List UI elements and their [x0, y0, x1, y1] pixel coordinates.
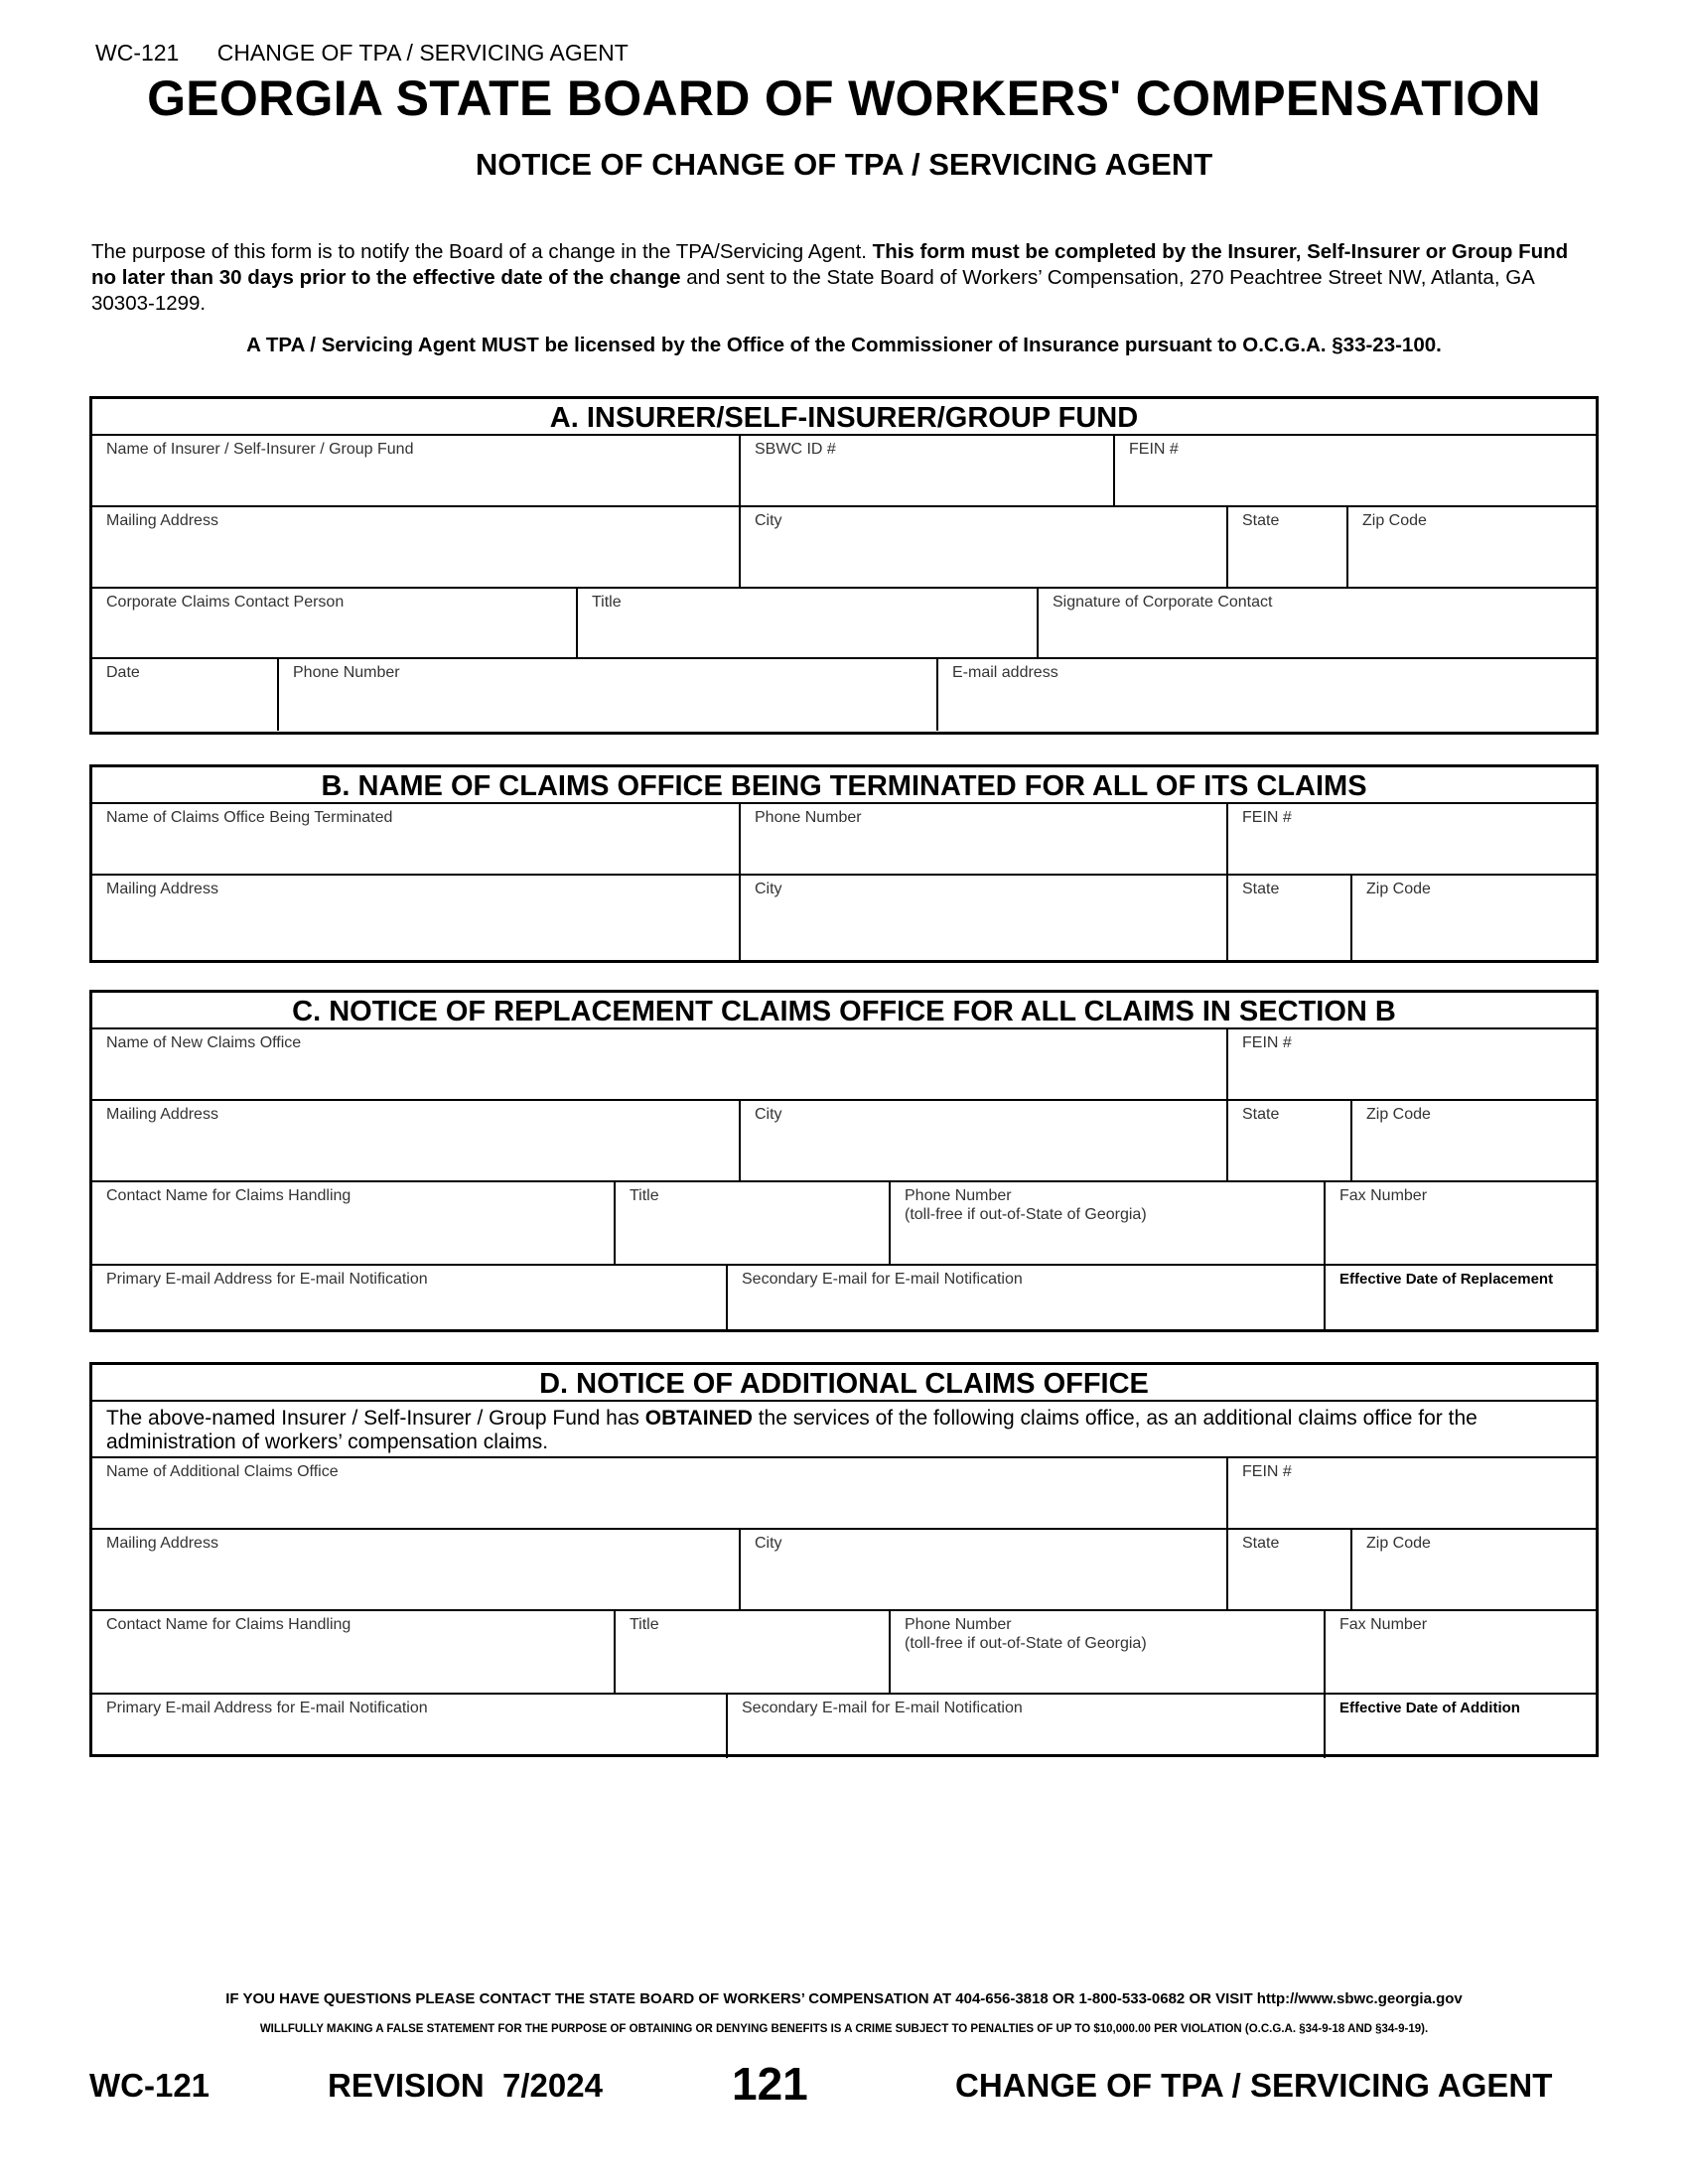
label-mailing-d: Mailing Address — [106, 1535, 218, 1552]
footer-form-name: CHANGE OF TPA / SERVICING AGENT — [955, 2067, 1553, 2104]
label-zip-d: Zip Code — [1366, 1535, 1431, 1552]
form-name: CHANGE OF TPA / SERVICING AGENT — [216, 40, 629, 66]
note-text-a: The above-named Insurer / Self-Insurer / Group Fund has — [106, 1407, 645, 1430]
label-phone-d: Phone Number — [905, 1616, 1012, 1633]
field-state-c[interactable] — [1228, 1101, 1352, 1180]
label-email1-d: Primary E-mail Address for E-mail Notification — [106, 1700, 428, 1716]
section-d-title: D. NOTICE OF ADDITIONAL CLAIMS OFFICE — [92, 1365, 1596, 1402]
field-fein-b[interactable] — [1228, 804, 1596, 874]
label-email2-d: Secondary E-mail for E-mail Notification — [742, 1700, 1023, 1716]
note-text-bold: OBTAINED — [644, 1407, 753, 1430]
label-effective-addition: Effective Date of Addition — [1339, 1700, 1520, 1716]
note-text-c: the services of the following claims office, as an additional claims office for the administration of workers’ compensation claims. — [106, 1407, 1477, 1453]
field-zip-a[interactable] — [1348, 507, 1596, 587]
field-zip-d[interactable] — [1352, 1530, 1596, 1609]
section-a — [89, 396, 1599, 735]
field-contact-c[interactable] — [92, 1182, 616, 1264]
field-fein-a[interactable] — [1115, 436, 1596, 505]
label-fein-d: FEIN # — [1242, 1463, 1292, 1480]
label-email2-c: Secondary E-mail for E-mail Notification — [742, 1271, 1023, 1288]
label-state-d: State — [1242, 1535, 1280, 1552]
field-state-b[interactable] — [1228, 876, 1352, 960]
field-additional-office-name[interactable] — [92, 1458, 1228, 1528]
label-email-a: E-mail address — [952, 664, 1058, 681]
license-notice: A TPA / Servicing Agent MUST be licensed by the Office of the Commissioner of Insurance pursuant to O.C.G.A. §33-23-100. — [246, 334, 1442, 356]
label-title-a: Title — [592, 594, 622, 611]
label-fax-d: Fax Number — [1339, 1616, 1428, 1633]
intro-paragraph — [91, 239, 1581, 317]
section-b-title: B. NAME OF CLAIMS OFFICE BEING TERMINATED FOR ALL OF ITS CLAIMS — [92, 767, 1596, 804]
label-new-office-name: Name of New Claims Office — [106, 1034, 302, 1051]
footer-form-code: WC-121 — [89, 2067, 211, 2104]
label-zip-b: Zip Code — [1366, 881, 1431, 897]
label-title-d: Title — [630, 1616, 659, 1633]
field-phone-d[interactable] — [891, 1611, 1326, 1693]
label-fein-b: FEIN # — [1242, 809, 1292, 826]
label-mailing-b: Mailing Address — [106, 881, 218, 897]
label-mailing-a: Mailing Address — [106, 512, 218, 529]
label-city-c: City — [755, 1106, 782, 1123]
footer-warning: WILLFULLY MAKING A FALSE STATEMENT FOR THE PURPOSE OF OBTAINING OR DENYING BENEFITS IS A CRIME SUBJECT TO PENALTIES OF UP TO $10,000.00 PER VIOLATION (O.C.G.A. §34-9-18 AND §34-9-19). — [259, 2023, 1429, 2035]
label-city-b: City — [755, 881, 782, 897]
label-fein-a: FEIN # — [1129, 441, 1179, 458]
section-c-title: C. NOTICE OF REPLACEMENT CLAIMS OFFICE FOR ALL CLAIMS IN SECTION B — [92, 993, 1596, 1029]
footer-questions: IF YOU HAVE QUESTIONS PLEASE CONTACT THE STATE BOARD OF WORKERS’ COMPENSATION AT 404-656-3818 OR 1-800-533-0682 OR VISIT http://www.sbwc.georgia.gov — [225, 1990, 1463, 2007]
label-phone-a: Phone Number — [293, 664, 400, 681]
field-signature[interactable] — [1039, 589, 1596, 657]
form-header-code — [95, 40, 629, 67]
field-zip-c[interactable] — [1352, 1101, 1596, 1180]
footer-revision: REVISION 7/2024 — [328, 2067, 603, 2104]
form-code: WC-121 — [95, 40, 180, 66]
field-email2-c[interactable] — [728, 1266, 1326, 1329]
field-effective-addition[interactable] — [1326, 1695, 1596, 1758]
agency-title: GEORGIA STATE BOARD OF WORKERS' COMPENSATION — [147, 70, 1541, 126]
label-zip-a: Zip Code — [1362, 512, 1427, 529]
label-state-c: State — [1242, 1106, 1280, 1123]
field-title-c[interactable] — [616, 1182, 891, 1264]
label-date-a: Date — [106, 664, 140, 681]
field-state-d[interactable] — [1228, 1530, 1352, 1609]
notice-title: NOTICE OF CHANGE OF TPA / SERVICING AGENT — [475, 147, 1213, 182]
field-terminated-name[interactable] — [92, 804, 741, 874]
section-a-title: A. INSURER/SELF-INSURER/GROUP FUND — [92, 399, 1596, 436]
label-sbwc-id: SBWC ID # — [755, 441, 836, 458]
field-email2-d[interactable] — [728, 1695, 1326, 1758]
field-city-d[interactable] — [741, 1530, 1228, 1609]
field-email1-d[interactable] — [92, 1695, 728, 1758]
field-city-b[interactable] — [741, 876, 1228, 960]
field-insurer-name[interactable] — [92, 436, 741, 505]
field-date-a[interactable] — [92, 659, 279, 731]
field-contact-d[interactable] — [92, 1611, 616, 1693]
field-mailing-b[interactable] — [92, 876, 741, 960]
field-mailing-d[interactable] — [92, 1530, 741, 1609]
field-fax-c[interactable] — [1326, 1182, 1596, 1264]
field-effective-replacement[interactable] — [1326, 1266, 1596, 1329]
label-email1-c: Primary E-mail Address for E-mail Notification — [106, 1271, 428, 1288]
label-contact-person: Corporate Claims Contact Person — [106, 594, 345, 611]
intro-text-c: and sent to the State Board of Workers’ Compensation, 270 Peachtree Street NW, Atlanta, GA 30303-1299. — [91, 266, 1534, 315]
label-additional-office-name: Name of Additional Claims Office — [106, 1463, 339, 1480]
footer-form-number: 121 — [732, 2058, 808, 2110]
field-phone-c[interactable] — [891, 1182, 1326, 1264]
label-contact-c: Contact Name for Claims Handling — [106, 1187, 352, 1204]
section-c — [89, 990, 1599, 1332]
label-city-d: City — [755, 1535, 782, 1552]
intro-text-a: The purpose of this form is to notify the Board of a change in the TPA/Servicing Agent. — [91, 240, 873, 263]
label-zip-c: Zip Code — [1366, 1106, 1431, 1123]
field-phone-b[interactable] — [741, 804, 1228, 874]
field-contact-person[interactable] — [92, 589, 578, 657]
label-insurer-name: Name of Insurer / Self-Insurer / Group Fund — [106, 441, 414, 458]
label-state-b: State — [1242, 881, 1280, 897]
field-mailing-c[interactable] — [92, 1101, 741, 1180]
label-contact-d: Contact Name for Claims Handling — [106, 1616, 352, 1633]
field-zip-b[interactable] — [1352, 876, 1596, 960]
label-signature: Signature of Corporate Contact — [1053, 594, 1273, 611]
intro-text-bold: This form must be completed by the Insurer, Self-Insurer or Group Fund no later than 30 days prior to the effective date of the change — [91, 240, 1569, 289]
field-title-a[interactable] — [578, 589, 1039, 657]
label-state-a: State — [1242, 512, 1280, 529]
field-sbwc-id[interactable] — [741, 436, 1115, 505]
field-state-a[interactable] — [1228, 507, 1348, 587]
field-city-c[interactable] — [741, 1101, 1228, 1180]
field-fein-d[interactable] — [1228, 1458, 1596, 1528]
section-b — [89, 764, 1599, 963]
field-new-office-name[interactable] — [92, 1029, 1228, 1099]
field-phone-a[interactable] — [279, 659, 938, 731]
section-d-note — [92, 1402, 1596, 1458]
field-mailing-a[interactable] — [92, 507, 741, 587]
label-mailing-c: Mailing Address — [106, 1106, 218, 1123]
label-title-c: Title — [630, 1187, 659, 1204]
field-fax-d[interactable] — [1326, 1611, 1596, 1693]
label-fein-c: FEIN # — [1242, 1034, 1292, 1051]
label-city-a: City — [755, 512, 782, 529]
label-phone-note-d: (toll-free if out-of-State of Georgia) — [905, 1635, 1147, 1652]
field-email1-c[interactable] — [92, 1266, 728, 1329]
label-fax-c: Fax Number — [1339, 1187, 1428, 1204]
section-d — [89, 1362, 1599, 1757]
label-phone-b: Phone Number — [755, 809, 862, 826]
label-phone-c: Phone Number — [905, 1187, 1012, 1204]
label-phone-note-c: (toll-free if out-of-State of Georgia) — [905, 1206, 1147, 1223]
field-fein-c[interactable] — [1228, 1029, 1596, 1099]
label-terminated-name: Name of Claims Office Being Terminated — [106, 809, 393, 826]
field-title-d[interactable] — [616, 1611, 891, 1693]
label-effective-replacement: Effective Date of Replacement — [1339, 1271, 1554, 1288]
field-city-a[interactable] — [741, 507, 1228, 587]
field-email-a[interactable] — [938, 659, 1596, 731]
